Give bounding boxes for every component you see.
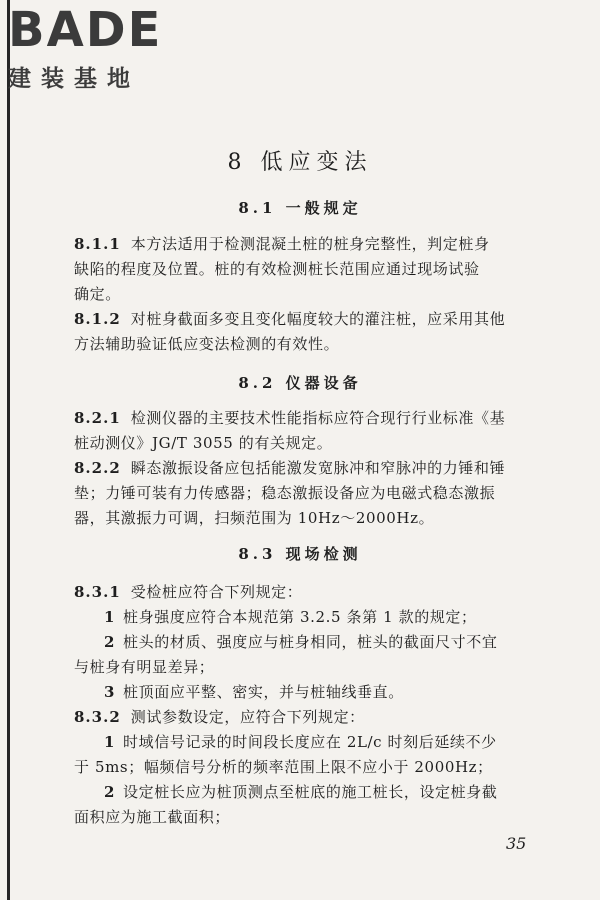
clause-text: 测试参数设定，应符合下列规定： xyxy=(130,708,365,726)
list-item xyxy=(74,680,540,705)
clause-text: 方法辅助验证低应变法检测的有效性。 xyxy=(74,335,340,353)
clause-number: 8.1.1 xyxy=(74,235,121,253)
item-number: 3 xyxy=(104,683,116,701)
list-item xyxy=(74,630,540,655)
clause-8-1-2 xyxy=(74,307,540,357)
clause-number: 8.1.2 xyxy=(74,310,121,328)
clause-number: 8.3.2 xyxy=(74,708,121,726)
item-text: 桩头的材质、强度应与桩身相同，桩头的截面尺寸不宜 xyxy=(123,633,498,651)
item-text: 与桩身有明显差异； xyxy=(74,658,215,676)
item-number: 2 xyxy=(104,633,116,651)
page-number: 35 xyxy=(506,834,527,853)
section-title-8-2: 8.2 仪器设备 xyxy=(238,374,362,392)
list-item xyxy=(74,780,540,805)
clause-text: 检测仪器的主要技术性能指标应符合现行行业标准《基 xyxy=(130,409,506,427)
clause-text: 器，其激振力可调，扫频范围为 10Hz～2000Hz。 xyxy=(74,509,435,527)
clause-8-2-2 xyxy=(74,456,540,531)
item-text: 桩顶面应平整、密实，并与桩轴线垂直。 xyxy=(123,683,404,701)
logo-subtitle: 建装基地 xyxy=(8,66,140,92)
clause-number: 8.2.2 xyxy=(74,459,121,477)
section-title-8-1: 8.1 一般规定 xyxy=(238,199,362,217)
clause-number: 8.3.1 xyxy=(74,583,121,601)
clause-8-1-1 xyxy=(74,232,540,307)
clause-text: 垫；力锤可装有力传感器；稳态激振设备应为电磁式稳态激振 xyxy=(74,484,496,502)
clause-8-3-2 xyxy=(74,705,540,830)
clause-text: 缺陷的程度及位置。桩的有效检测桩长范围应通过现场试验 xyxy=(74,260,480,278)
item-number: 1 xyxy=(104,608,116,626)
logo xyxy=(8,2,163,93)
clause-8-2-1 xyxy=(74,406,540,456)
clause-text: 对桩身截面多变且变化幅度较大的灌注桩，应采用其他 xyxy=(130,310,506,328)
clause-text: 瞬态激振设备应包括能激发宽脉冲和窄脉冲的力锤和锤 xyxy=(130,459,506,477)
clause-text: 受检桩应符合下列规定： xyxy=(130,583,303,601)
section-title-8-3: 8.3 现场检测 xyxy=(238,545,362,563)
item-text: 桩身强度应符合本规范第 3.2.5 条第 1 款的规定； xyxy=(123,608,477,626)
item-text: 于 5ms；幅频信号分析的频率范围上限不应小于 2000Hz； xyxy=(74,758,493,776)
binding-edge xyxy=(7,0,10,900)
item-text: 时域信号记录的时间段长度应在 2L/c 时刻后延续不少 xyxy=(123,733,497,751)
chapter-title: 8 低应变法 xyxy=(227,150,373,175)
list-item xyxy=(74,605,540,630)
item-text: 面积应为施工截面积； xyxy=(74,808,231,826)
item-number: 1 xyxy=(104,733,116,751)
list-item xyxy=(74,730,540,755)
logo-mark: BADE xyxy=(8,2,163,58)
clause-text: 本方法适用于检测混凝土桩的桩身完整性，判定桩身 xyxy=(130,235,490,253)
clause-8-3-1 xyxy=(74,580,540,705)
item-number: 2 xyxy=(104,783,116,801)
clause-text: 确定。 xyxy=(74,285,121,303)
item-text: 设定桩长应为桩顶测点至桩底的施工桩长，设定桩身截 xyxy=(123,783,498,801)
clause-number: 8.2.1 xyxy=(74,409,121,427)
clause-text: 桩动测仪》JG/T 3055 的有关规定。 xyxy=(74,434,333,452)
